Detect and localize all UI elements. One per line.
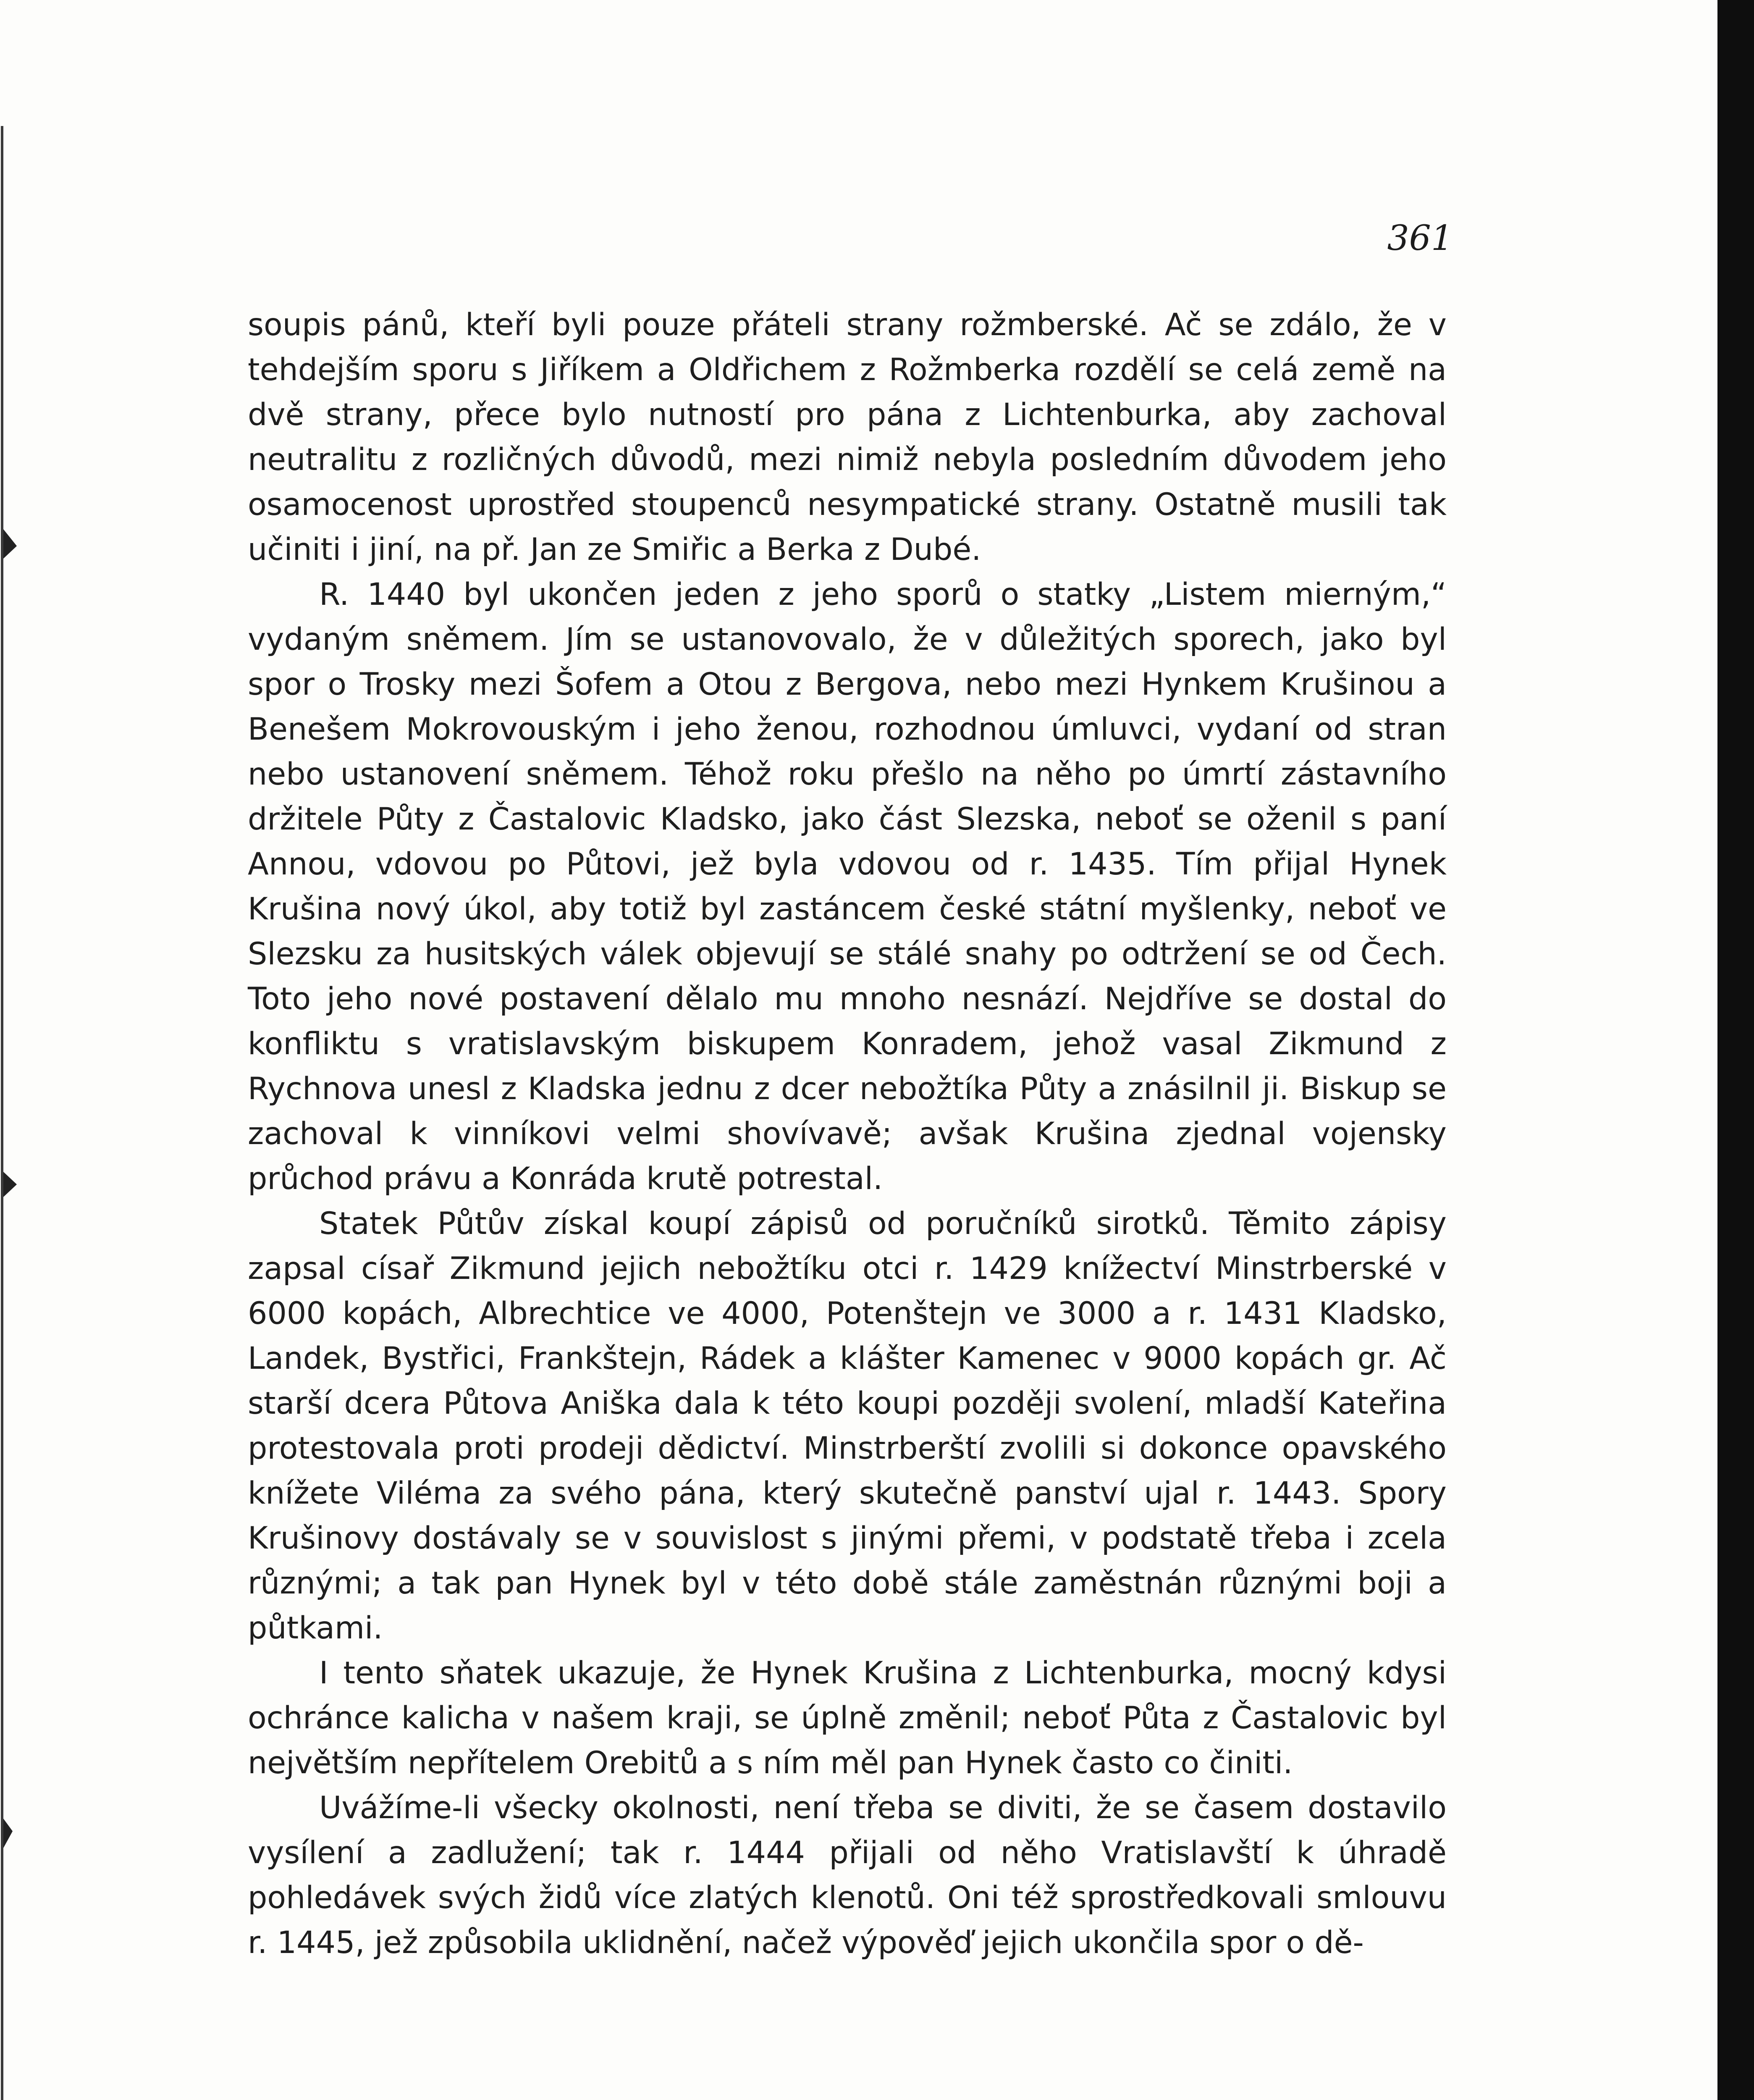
scan-border-right bbox=[1717, 0, 1754, 2100]
paragraph: R. 1440 byl ukončen jeden z jeho sporů o statky „Listem mierným,“ vydaným sněmem. Jím se ustanovovalo, že v důležitých sporech, jako byl spor o Trosky mezi Šofem a Otou z Bergova, nebo mezi Hynkem Krušinou a Benešem Mokrovouským i jeho ženou, rozhodnou úmluvci, vydaní od stran nebo ustanovení sněmem. Téhož roku přešlo na něho po úmrtí zástavního držitele Půty z Častalovic Kladsko, jako část Slezska, neboť se oženil s paní Annou, vdovou po Půtovi, jež byla vdovou od r. 1435. Tím přijal Hynek Krušina nový úkol, aby totiž byl zastáncem české státní myšlenky, neboť ve Slezsku za husitských válek objevují se stálé snahy po odtržení se od Čech. Toto jeho nové postavení dělalo mu mnoho nesnází. Nejdříve se dostal do konfliktu s vratislavským biskupem Konradem, jehož vasal Zikmund z Rychnova unesl z Kladska jednu z dcer nebožtíka Půty a znásilnil ji. Biskup se zachoval k vinníkovi velmi shovívavě; avšak Krušina zjednal vojensky průchod právu a Konráda krutě potrestal. bbox=[248, 577, 1447, 1197]
paragraph: Uvážíme-li všecky okolnosti, není třeba se diviti, že se časem dostavilo vysílení a zadlužení; tak r. 1444 přijali od něho Vratislavští k úhradě pohledávek svých židů více zlatých klenotů. Oni též sprostředkovali smlouvu r. 1445, jež způsobila uklidnění, načež výpověď jejich ukončila spor o dě- bbox=[248, 1790, 1447, 1961]
page-number: 361 bbox=[1387, 218, 1453, 258]
binding-notch-1 bbox=[3, 529, 17, 559]
binding-notch-3 bbox=[3, 1819, 13, 1848]
body-text bbox=[248, 302, 1447, 1965]
binding-notch-2 bbox=[3, 1172, 17, 1197]
paragraph: soupis pánů, kteří byli pouze přáteli strany rožmberské. Ač se zdálo, že v tehdejším sporu s Jiříkem a Oldřichem z Rožmberka rozdělí se celá země na dvě strany, přece bylo nutností pro pána z Lichtenburka, aby zachoval neutralitu z rozličných důvodů, mezi nimiž nebyla posledním důvodem jeho osamocenost uprostřed stoupenců nesympatické strany. Ostatně musili tak učiniti i jiní, na př. Jan ze Smiřic a Berka z Dubé. bbox=[248, 307, 1447, 567]
paragraph: I tento sňatek ukazuje, že Hynek Krušina z Lichtenburka, mocný kdysi ochránce kalicha v našem kraji, se úplně změnil; neboť Půta z Častalovic byl největším nepřítelem Orebitů a s ním měl pan Hynek často co činiti. bbox=[248, 1655, 1447, 1781]
binding-edge-marks bbox=[0, 0, 25, 2100]
paragraph: Statek Půtův získal koupí zápisů od poručníků sirotků. Těmito zápisy zapsal císař Zikmund jejich nebožtíku otci r. 1429 knížectví Minstrberské v 6000 kopách, Albrechtice ve 4000, Potenštejn ve 3000 a r. 1431 Kladsko, Landek, Bystřici, Frankštejn, Rádek a klášter Kamenec v 9000 kopách gr. Ač starší dcera Půtova Aniška dala k této koupi později svolení, mladší Kateřina protestovala proti prodeji dědictví. Minstrberští zvolili si dokonce opavského knížete Viléma za svého pána, který skutečně panství ujal r. 1443. Spory Krušinovy dostávaly se v souvislost s jinými přemi, v podstatě třeba i zcela různými; a tak pan Hynek byl v této době stále zaměstnán různými boji a půtkami. bbox=[248, 1206, 1447, 1646]
binding-edge-line bbox=[1, 126, 3, 2100]
